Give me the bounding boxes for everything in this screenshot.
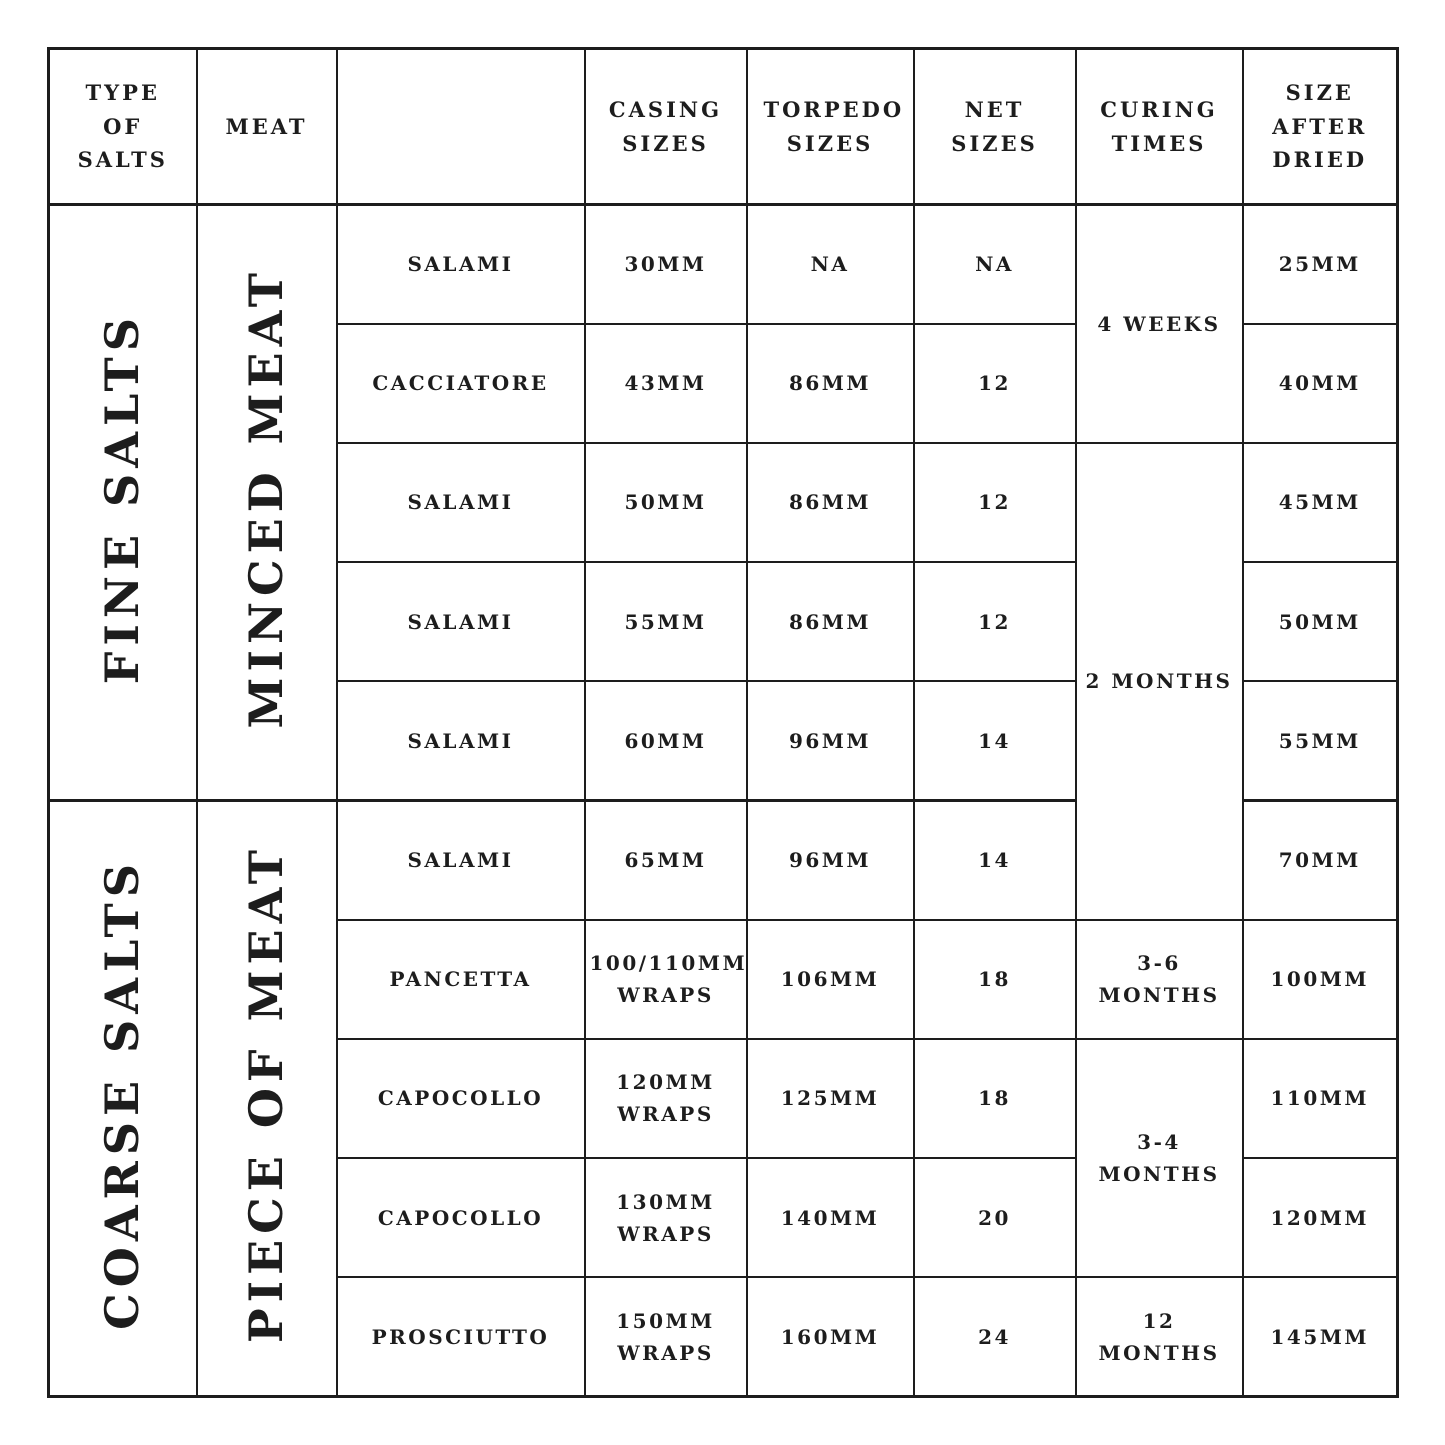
cell-size-after-dried: 145MM	[1243, 1277, 1398, 1396]
cell-torpedo-size: NA	[747, 205, 914, 324]
cell-meat-name: SALAMI	[337, 443, 585, 562]
header-size-after-dried: SIZE AFTER DRIED	[1243, 49, 1398, 205]
header-blank	[337, 49, 585, 205]
cell-size-after-dried: 45MM	[1243, 443, 1398, 562]
cell-size-after-dried: 100MM	[1243, 920, 1398, 1039]
cell-net-size: 24	[914, 1277, 1076, 1396]
cell-meat-name: CAPOCOLLO	[337, 1158, 585, 1277]
cell-curing-time: 2 MONTHS	[1076, 443, 1243, 920]
cell-meat-name: CACCIATORE	[337, 324, 585, 443]
meat-group-label: MINCED MEAT	[238, 267, 293, 729]
header-curing-times: CURING TIMES	[1076, 49, 1243, 205]
table-row	[49, 205, 1398, 324]
cell-net-size: 14	[914, 681, 1076, 800]
cell-size-after-dried: 40MM	[1243, 324, 1398, 443]
cell-casing-size: 55MM	[585, 562, 747, 681]
cell-meat-name: CAPOCOLLO	[337, 1039, 585, 1158]
cell-curing-time: 3-6 MONTHS	[1076, 920, 1243, 1039]
header-net-sizes: NET SIZES	[914, 49, 1076, 205]
cell-meat-name: SALAMI	[337, 681, 585, 800]
meat-group-minced-meat	[197, 205, 337, 801]
cell-casing-size: 60MM	[585, 681, 747, 800]
cell-meat-name: SALAMI	[337, 562, 585, 681]
cell-size-after-dried: 120MM	[1243, 1158, 1398, 1277]
cell-size-after-dried: 70MM	[1243, 800, 1398, 919]
cell-casing-size: 50MM	[585, 443, 747, 562]
cell-net-size: 20	[914, 1158, 1076, 1277]
cell-size-after-dried: 55MM	[1243, 681, 1398, 800]
salt-group-label: FINE SALTS	[94, 311, 149, 685]
cell-torpedo-size: 86MM	[747, 443, 914, 562]
cell-casing-size: 120MM WRAPS	[585, 1039, 747, 1158]
cell-torpedo-size: 96MM	[747, 681, 914, 800]
cell-net-size: NA	[914, 205, 1076, 324]
cell-torpedo-size: 106MM	[747, 920, 914, 1039]
header-torpedo-sizes: TORPEDO SIZES	[747, 49, 914, 205]
cell-torpedo-size: 86MM	[747, 562, 914, 681]
cell-curing-time: 4 WEEKS	[1076, 205, 1243, 443]
salt-group-fine-salts	[49, 205, 197, 801]
salt-group-label: COARSE SALTS	[94, 858, 149, 1330]
cell-casing-size: 100/110MM WRAPS	[585, 920, 747, 1039]
cell-net-size: 12	[914, 562, 1076, 681]
cell-torpedo-size: 140MM	[747, 1158, 914, 1277]
cell-torpedo-size: 86MM	[747, 324, 914, 443]
cell-meat-name: SALAMI	[337, 800, 585, 919]
cell-net-size: 14	[914, 800, 1076, 919]
cell-casing-size: 65MM	[585, 800, 747, 919]
cell-torpedo-size: 125MM	[747, 1039, 914, 1158]
cell-net-size: 12	[914, 443, 1076, 562]
cell-size-after-dried: 50MM	[1243, 562, 1398, 681]
cell-casing-size: 30MM	[585, 205, 747, 324]
cell-meat-name: SALAMI	[337, 205, 585, 324]
cell-curing-time: 12 MONTHS	[1076, 1277, 1243, 1396]
cell-size-after-dried: 25MM	[1243, 205, 1398, 324]
salt-group-coarse-salts	[49, 800, 197, 1396]
cell-meat-name: PROSCIUTTO	[337, 1277, 585, 1396]
cell-casing-size: 130MM WRAPS	[585, 1158, 747, 1277]
cell-torpedo-size: 160MM	[747, 1277, 914, 1396]
cell-casing-size: 150MM WRAPS	[585, 1277, 747, 1396]
cell-curing-time: 3-4 MONTHS	[1076, 1039, 1243, 1277]
meat-group-piece-of-meat	[197, 800, 337, 1396]
meat-group-label: PIECE OF MEAT	[238, 844, 293, 1344]
curing-table	[47, 47, 1399, 1398]
cell-size-after-dried: 110MM	[1243, 1039, 1398, 1158]
cell-casing-size: 43MM	[585, 324, 747, 443]
cell-torpedo-size: 96MM	[747, 800, 914, 919]
header-casing-sizes: CASING SIZES	[585, 49, 747, 205]
cell-net-size: 12	[914, 324, 1076, 443]
header-type-of-salts: TYPE OF SALTS	[49, 49, 197, 205]
cell-net-size: 18	[914, 1039, 1076, 1158]
cell-net-size: 18	[914, 920, 1076, 1039]
header-meat: MEAT	[197, 49, 337, 205]
header-row	[49, 49, 1398, 205]
cell-meat-name: PANCETTA	[337, 920, 585, 1039]
